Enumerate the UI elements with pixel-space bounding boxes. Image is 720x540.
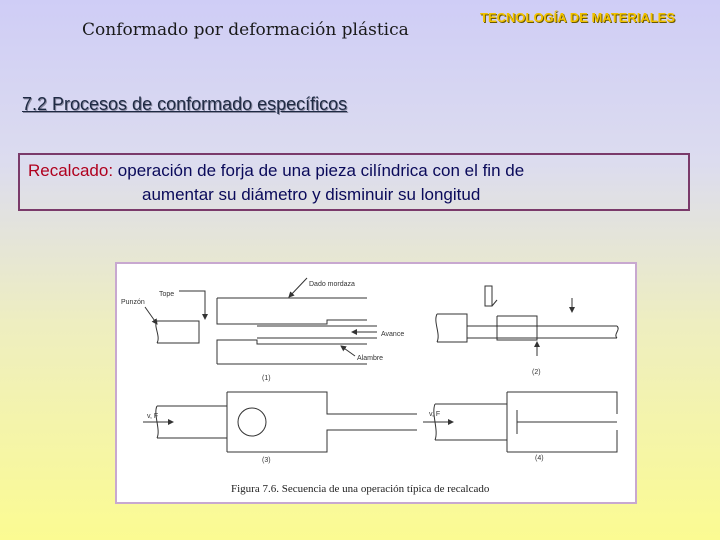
- label-dado-mordaza: Dado mordaza: [309, 281, 355, 288]
- label-step1: (1): [262, 375, 271, 382]
- definition-line-2: aumentar su diámetro y disminuir su longitud: [142, 185, 481, 204]
- punch-step1: [156, 321, 199, 343]
- label-punzon: Punzón: [121, 299, 145, 306]
- upsetting-figure: [115, 262, 637, 504]
- label-step2: (2): [532, 369, 541, 376]
- definition-box: [18, 153, 690, 211]
- header-right-title: TECNOLOGÍA DE MATERIALES: [480, 10, 675, 25]
- definition-line-1: [28, 159, 524, 183]
- die-step3: [143, 392, 417, 452]
- label-step4: (4): [535, 455, 544, 462]
- label-vf-left: v, F: [147, 413, 159, 420]
- section-title: 7.2 Procesos de conformado específicos: [22, 94, 348, 114]
- definition-text-1: operación de forja de una pieza cilíndrica con el fin de: [113, 161, 525, 180]
- label-vf-right: v, F: [429, 411, 441, 418]
- definition-term: Recalcado:: [28, 161, 114, 180]
- die-step2: [436, 286, 618, 356]
- die-step4: [423, 392, 617, 452]
- label-step3: (3): [262, 457, 271, 464]
- upsetting-diagram: [117, 264, 635, 502]
- label-avance: Avance: [381, 331, 405, 338]
- label-tope: Tope: [159, 291, 175, 298]
- header-left-title: Conformado por deformación plástica: [82, 20, 409, 40]
- figure-caption: Figura 7.6. Secuencia de una operación típica de recalcado: [231, 483, 490, 495]
- label-alambre: Alambre: [357, 355, 384, 362]
